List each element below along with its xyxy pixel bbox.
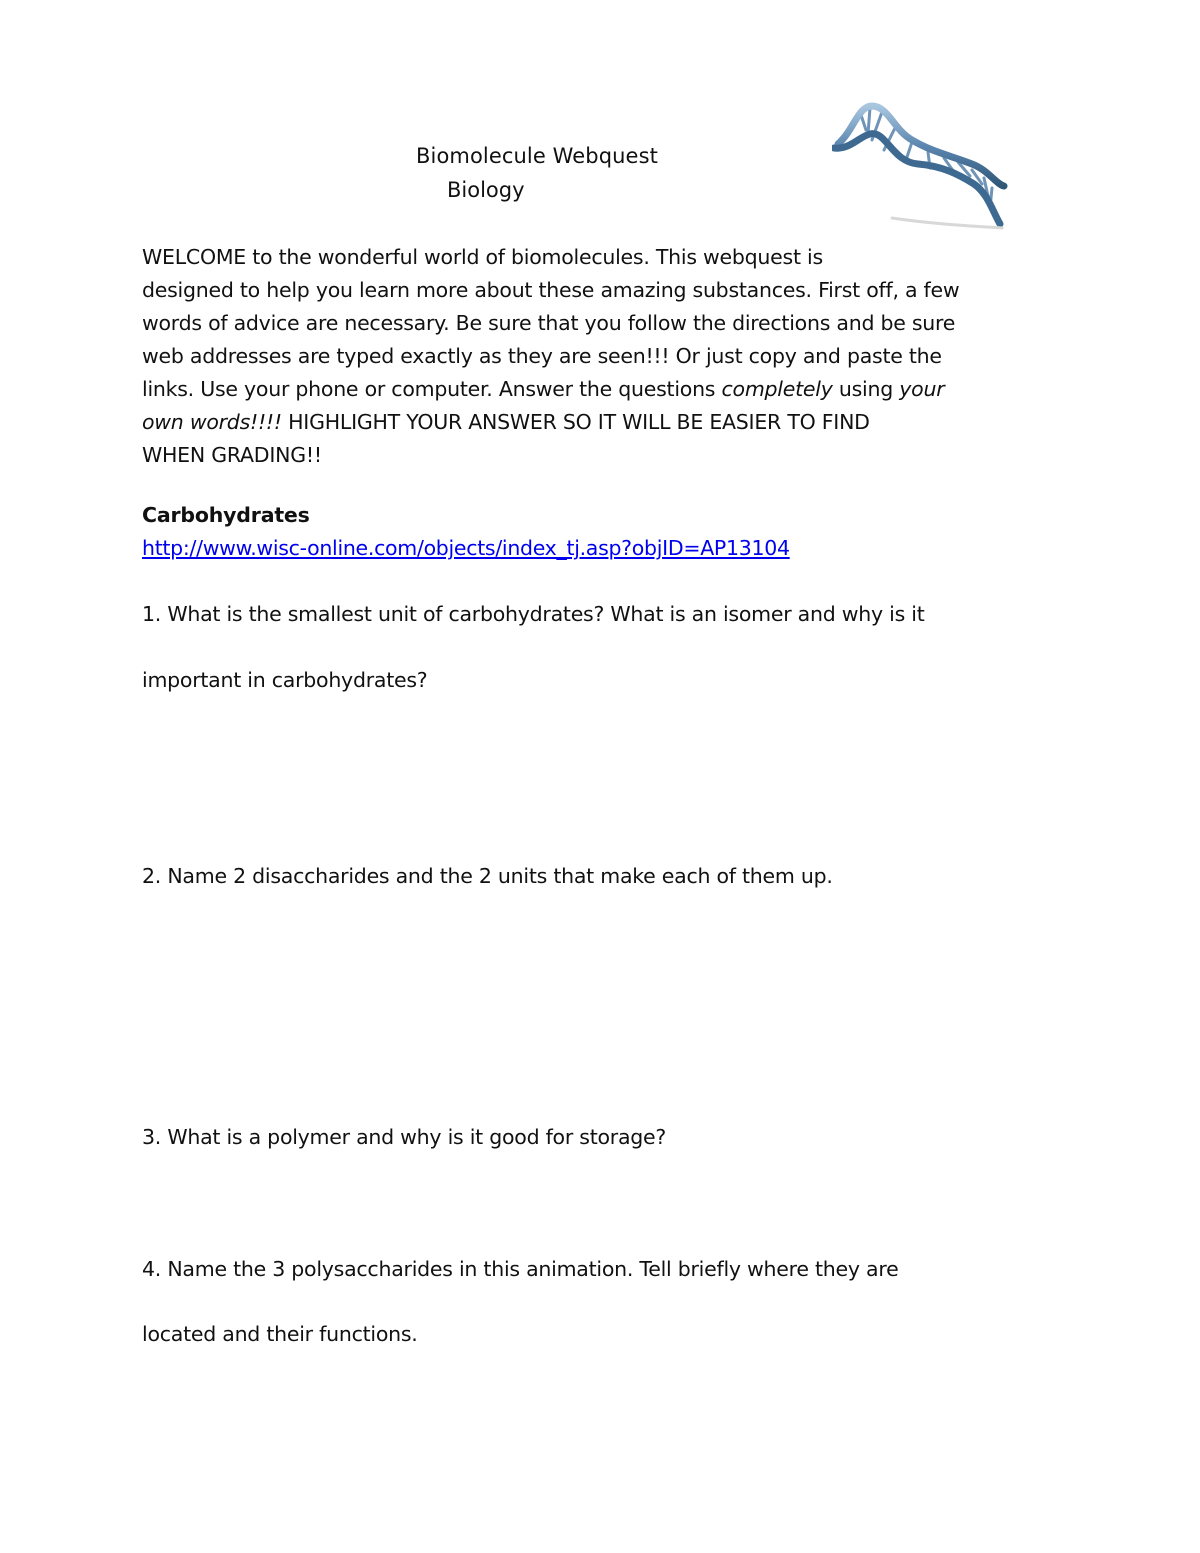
question-1-line-2: important in carbohydrates?	[142, 668, 428, 692]
question-4-line-2: located and their functions.	[142, 1322, 418, 1346]
intro-line: designed to help you learn more about these amazing substances. First off, a few	[142, 278, 960, 302]
intro-line	[142, 406, 1062, 439]
intro-line	[142, 373, 1062, 406]
emphasis-own-words: own words!!!!	[142, 410, 282, 434]
intro-line: WELCOME to the wonderful world of biomolecules. This webquest is	[142, 245, 823, 269]
intro-text: using	[832, 377, 900, 401]
emphasis-completely: completely	[721, 377, 833, 401]
intro-line: web addresses are typed exactly as they are seen!!! Or just copy and paste the	[142, 344, 942, 368]
question-1-line-1: 1. What is the smallest unit of carbohydrates? What is an isomer and why is it	[142, 602, 925, 626]
intro-paragraph	[142, 241, 1062, 472]
emphasis-your: your	[899, 377, 945, 401]
intro-text: links. Use your phone or computer. Answer the questions	[142, 377, 722, 401]
page-title: Biomolecule Webquest	[416, 144, 658, 168]
dna-helix-icon	[832, 100, 1010, 232]
question-2: 2. Name 2 disaccharides and the 2 units that make each of them up.	[142, 864, 833, 888]
intro-line: words of advice are necessary. Be sure that you follow the directions and be sure	[142, 311, 956, 335]
intro-line: WHEN GRADING!!	[142, 443, 322, 467]
question-3: 3. What is a polymer and why is it good for storage?	[142, 1125, 667, 1149]
intro-text: HIGHLIGHT YOUR ANSWER SO IT WILL BE EASIER TO FIND	[281, 410, 870, 434]
section-heading: Carbohydrates	[142, 503, 310, 527]
resource-link[interactable]: http://www.wisc-online.com/objects/index_tj.asp?objID=AP13104	[142, 536, 790, 560]
question-4-line-1: 4. Name the 3 polysaccharides in this animation. Tell briefly where they are	[142, 1257, 899, 1281]
page-subtitle: Biology	[447, 178, 525, 202]
